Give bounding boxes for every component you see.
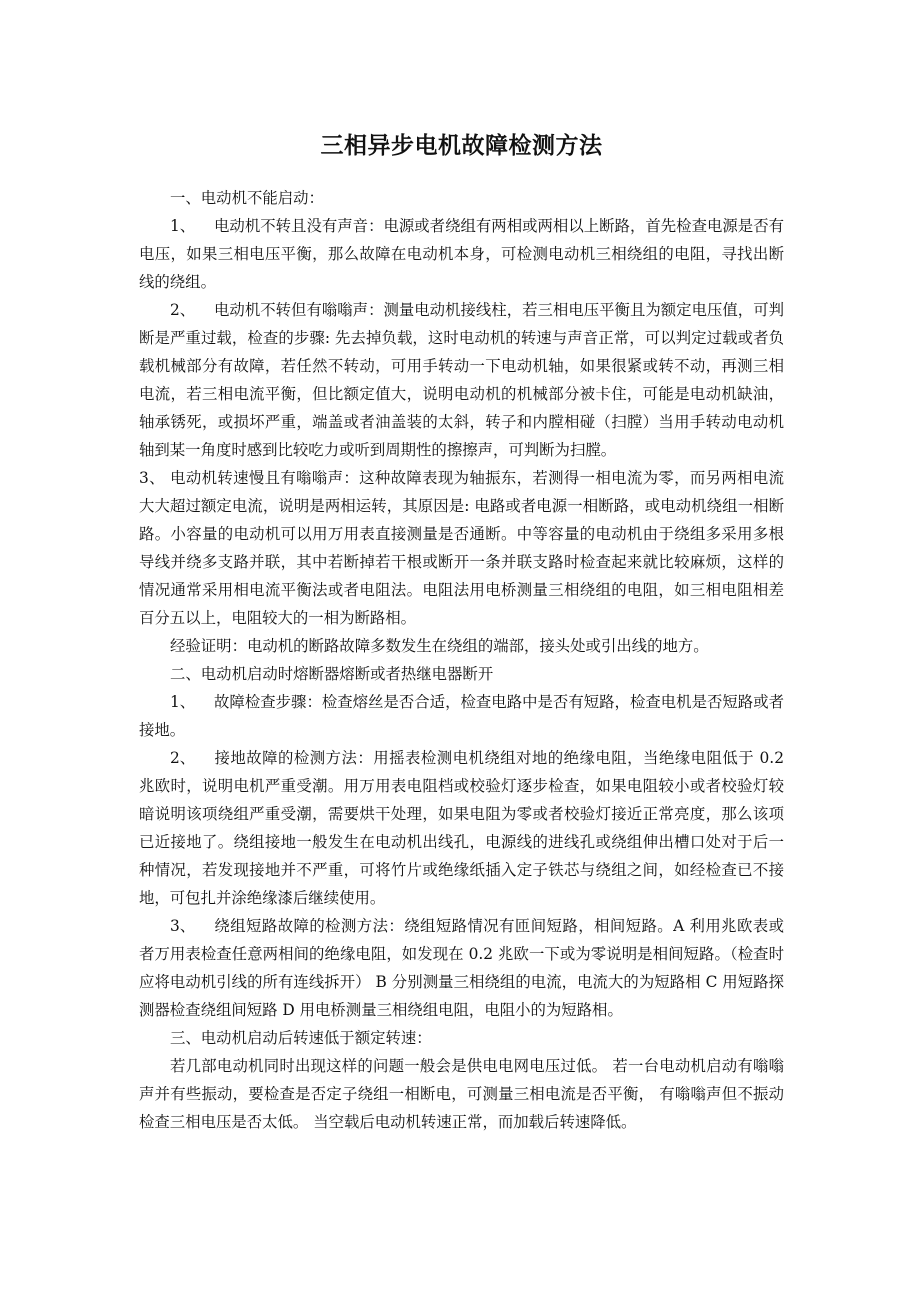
section2-heading: 二、电动机启动时熔断器熔断或者热继电器断开	[170, 665, 494, 683]
experience-note: 经验证明：电动机的断路故障多数发生在绕组的端部，接头处或引出线的地方。	[170, 637, 709, 655]
item-number: 1、	[170, 217, 196, 235]
item-text: 电动机不转但有嗡嗡声：测量电动机接线柱，若三相电压平衡且为额定电压值，可判断是严重过载，检查的步骤: 先去掉负载，这时电动机的转速与声音正常，可以判定过载或者负载机械部分有故障，若任然不转动，可用手转动一下电动机轴，如果很紧或转不动，再测三相电流，若三相电流平衡，但比额定值大，说明电动机的机械部分被卡住，可能是电动机缺油，轴承锈死，或损坏严重，端盖或者油盖装的太斜，转子和内膛相碰（扫膛）当用手转动电动机轴到某一角度时感到比较吃力或听到周期性的擦擦声，可判断为扫膛。	[139, 301, 784, 459]
section2-item1	[139, 688, 784, 744]
item-text: 接地故障的检测方法：用摇表检测电机绕组对地的绝缘电阻，当绝缘电阻低于 0.2 兆欧时，说明电机严重受潮。用万用表电阻档或校验灯逐步检查，如果电阻较小或者校验灯较暗说明该项绕组严重受潮，需要烘干处理，如果电阻为零或者校验灯接近正常亮度，那么该项已近接地了。绕组接地一般发生在电动机出线孔，电源线的进线孔或绕组伸出槽口处对于后一种情况，若发现接地并不严重，可将竹片或绝缘纸插入定子铁芯与绕组之间，如经检查已不接地，可包扎并涂绝缘漆后继续使用。	[139, 749, 784, 907]
section3-heading: 三、电动机启动后转速低于额定转速：	[170, 1029, 432, 1047]
section1-item1	[139, 212, 784, 296]
document-title: 三相异步电机故障检测方法	[320, 133, 603, 159]
section3-text: 若几部电动机同时出现这样的问题一般会是供电电网电压过低。 若一台电动机启动有嗡嗡声并有些振动，要检查是否定子绕组一相断电，可测量三相电流是否平衡， 有嗡嗡声但不振动检查三相电压是否太低。 当空载后电动机转速正常，而加载后转速降低。	[139, 1057, 784, 1131]
item-number: 2、	[170, 749, 196, 767]
document-page	[139, 128, 784, 1136]
section1-heading: 一、电动机不能启动：	[170, 189, 324, 207]
item-text: 绕组短路故障的检测方法：绕组短路情况有匝间短路，相间短路。A 利用兆欧表或者万用表检查任意两相间的绝缘电阻，如发现在 0.2 兆欧一下或为零说明是相间短路。（检查时应将电动机引线的所有连线拆开） B 分别测量三相绕组的电流，电流大的为短路相 C 用短路探测器检查绕组间短路 D 用电桥测量三相绕组电阻，电阻小的为短路相。	[139, 917, 784, 1019]
item-number: 1、	[170, 693, 196, 711]
section2-item2	[139, 744, 784, 912]
item-text: 电动机不转且没有声音：电源或者绕组有两相或两相以上断路，首先检查电源是否有电压，如果三相电压平衡，那么故障在电动机本身，可检测电动机三相绕组的电阻，寻找出断线的绕组。	[139, 217, 784, 291]
item-text: 故障检查步骤：检查熔丝是否合适，检查电路中是否有短路，检查电机是否短路或者接地。	[139, 693, 784, 739]
section1-item2	[139, 296, 784, 464]
item-number: 2、	[170, 301, 196, 319]
item-number: 3、	[170, 917, 196, 935]
section1-item3: 3、 电动机转速慢且有嗡嗡声：这种故障表现为轴振东，若测得一相电流为零，而另两相电流大大超过额定电流，说明是两相运转，其原因是: 电路或者电源一相断路，或电动机绕组一相断路。小容量的电动机可以用万用表直接测量是否通断。中等容量的电动机由于绕组多采用多根导线并绕多支路并联，其中若断掉若干根或断开一条并联支路时检查起来就比较麻烦，这样的情况通常采用相电流平衡法或者电阻法。电阻法用电桥测量三相绕组的电阻，如三相电阻相差百分五以上，电阻较大的一相为断路相。	[139, 469, 784, 627]
section2-item3	[139, 912, 784, 1024]
